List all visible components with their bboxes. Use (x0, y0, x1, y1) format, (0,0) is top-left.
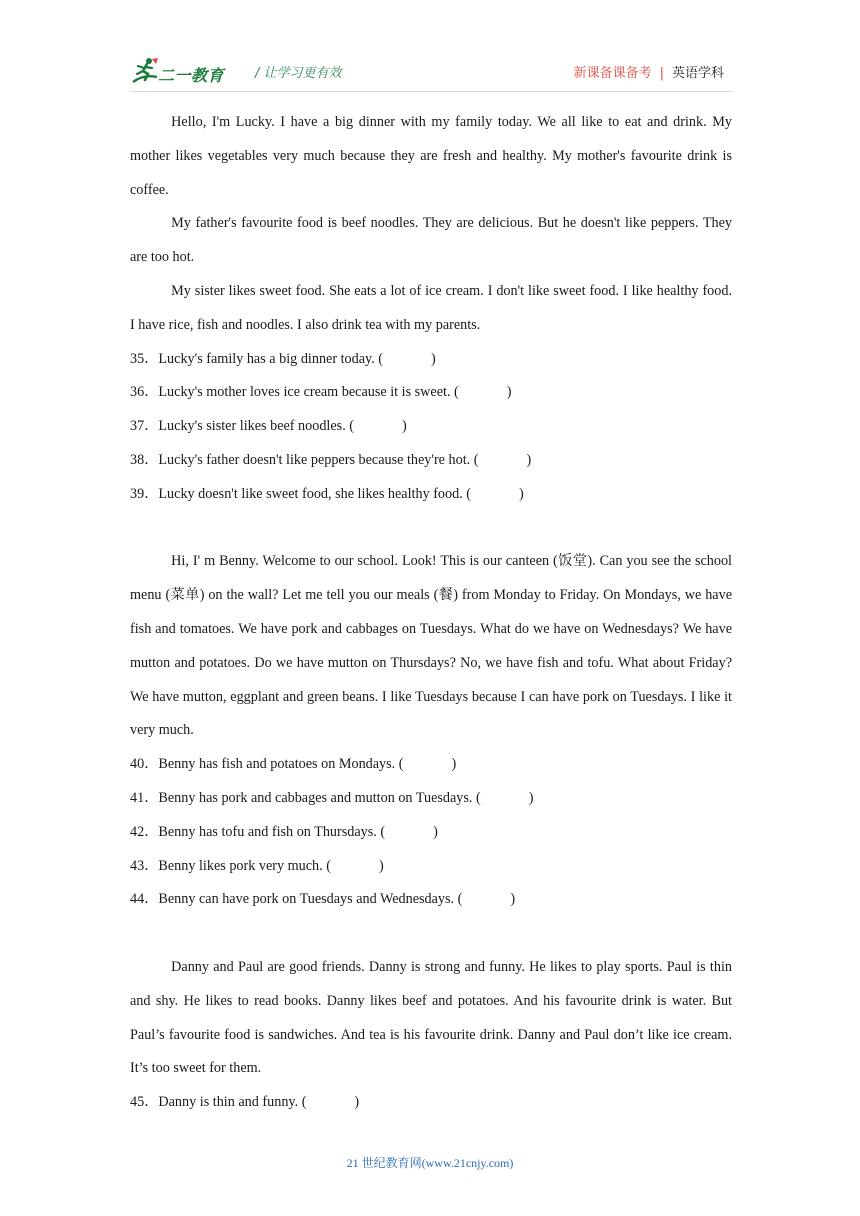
passage-paragraph: My father's favourite food is beef noodles. They are delicious. But he doesn't like peppers. They are too hot. (130, 215, 732, 266)
question-text: Lucky's father doesn't like peppers because they're hot. ( (158, 451, 479, 468)
question-number: 44． (130, 891, 159, 908)
close-paren: ) (526, 451, 532, 468)
question-item (130, 748, 732, 782)
question-text: Lucky's family has a big dinner today. ( (158, 350, 384, 367)
spacer (130, 512, 732, 546)
logo (130, 56, 254, 90)
logo-text: 二一教育 (158, 68, 225, 85)
question-item (130, 883, 732, 917)
close-paren: ) (519, 485, 524, 502)
question-text: Benny has tofu and fish on Thursdays. ( (158, 823, 386, 840)
close-paren: ) (451, 756, 457, 773)
passage-paragraph: Hi, I' m Benny. Welcome to our school. Look! This is our canteen (饭堂). Can you see the school menu (菜单) on the wall? Let me tell you our meals (餐) from Monday to Friday. On Mondays, we have fish and tomatoes. We have pork and cabbages on Tuesdays. What do we have on Wednesdays? We have mutton and potatoes. Do we have mutton on Thursdays? No, we have fish and tofu. What about Friday? We have mutton, eggplant and green beans. I like Tuesdays because I can have pork on Tuesdays. I like it very much. (130, 553, 732, 739)
close-paren: ) (402, 418, 407, 435)
question-number: 45． (130, 1094, 159, 1111)
question-item (130, 1086, 732, 1120)
question-text: Danny is thin and funny. ( (158, 1094, 307, 1111)
question-item (130, 444, 732, 478)
question-item (130, 478, 732, 512)
question-item (130, 816, 732, 850)
spacer (130, 917, 732, 951)
close-paren: ) (433, 823, 438, 840)
question-number: 36． (130, 384, 159, 401)
close-paren: ) (354, 1094, 360, 1111)
close-paren: ) (431, 350, 436, 367)
passage-1 (130, 106, 732, 512)
slogan: / 让学习更有效 (255, 66, 342, 81)
passage-3 (130, 951, 732, 1120)
question-text: Benny has fish and potatoes on Mondays. ( (158, 756, 404, 773)
page-footer: 21 世纪教育网(www.21cnjy.com) (346, 1156, 514, 1170)
question-number: 35． (130, 350, 159, 367)
question-text: Lucky's sister likes beef noodles. ( (158, 418, 355, 435)
question-text: Benny can have pork on Tuesdays and Wednesdays. ( (158, 891, 463, 908)
header-separator: | (659, 66, 664, 81)
runner-logo-icon (130, 56, 160, 86)
close-paren: ) (506, 384, 512, 401)
question-item (130, 376, 732, 410)
header-right (574, 62, 724, 81)
close-paren: ) (528, 789, 534, 806)
close-paren: ) (510, 891, 516, 908)
question-text: Lucky's mother loves ice cream because it is sweet. ( (158, 384, 459, 401)
question-item (130, 410, 732, 444)
question-text: Lucky doesn't like sweet food, she likes healthy food. ( (158, 485, 472, 502)
question-number: 37． (130, 418, 159, 435)
question-item (130, 850, 732, 884)
close-paren: ) (378, 857, 384, 874)
passage-paragraph: My sister likes sweet food. She eats a lot of ice cream. I don't like sweet food. I like healthy food. I have rice, fish and noodles. I also drink tea with my parents. (130, 282, 732, 333)
question-text: Benny likes pork very much. ( (158, 857, 331, 874)
question-item (130, 343, 732, 377)
header-subject: 英语学科 (671, 66, 724, 81)
question-number: 40． (130, 756, 159, 773)
passage-paragraph: Danny and Paul are good friends. Danny is strong and funny. He likes to play sports. Paul is thin and shy. He likes to read books. Danny likes beef and potatoes. And his favourite drink is water. But Paul’s favourite food is sandwiches. And tea is his favourite drink. Danny and Paul don’t like ice cream. It’s too sweet for them. (130, 958, 732, 1077)
question-number: 43． (130, 857, 159, 874)
question-number: 41． (130, 789, 159, 806)
document-body (130, 106, 732, 1120)
passage-paragraph: Hello, I'm Lucky. I have a big dinner with my family today. We all like to eat and drink. My mother likes vegetables very much because they are fresh and healthy. My mother's favourite drink is coffee. (130, 114, 732, 198)
question-number: 39． (130, 485, 159, 502)
header-tag: 新课备课备考 (573, 66, 652, 81)
question-number: 42． (130, 823, 159, 840)
page-header (130, 50, 732, 92)
passage-2 (130, 545, 732, 917)
question-item (130, 782, 732, 816)
question-number: 38． (130, 451, 159, 468)
question-text: Benny has pork and cabbages and mutton on Tuesdays. ( (158, 789, 481, 806)
